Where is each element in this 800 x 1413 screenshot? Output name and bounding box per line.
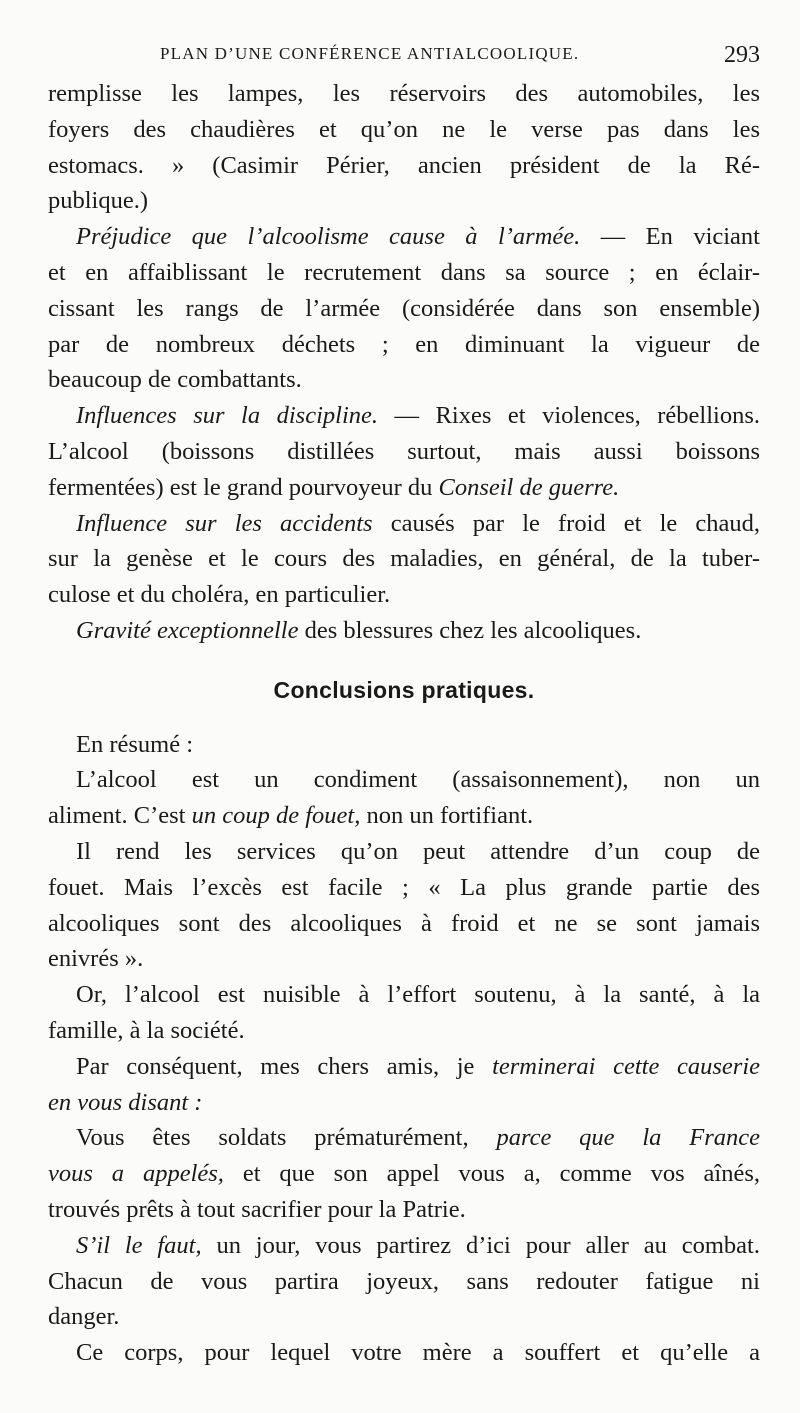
paragraph-corps: [48, 1335, 760, 1371]
text-span: — En viciant: [580, 223, 760, 251]
text-span: non un fortifiant.: [360, 802, 534, 830]
text-line: remplisse les lampes, les réservoirs des automobiles, les: [48, 80, 760, 107]
text-span: un jour, vous partirez d’ici pour aller au combat.: [201, 1231, 760, 1259]
page-number: 293: [724, 42, 760, 68]
text-line: cissant les rangs de l’armée (considérée dans son ensemble): [48, 294, 760, 322]
text-span: aliment. C’est: [48, 802, 192, 830]
text-line: danger.: [48, 1303, 120, 1331]
text-span: Vous êtes soldats prématurément,: [76, 1124, 497, 1152]
text-line: [48, 506, 760, 542]
text-span: fermentées) est le grand pourvoyeur du: [48, 473, 439, 501]
body-text: [48, 76, 760, 1371]
italic-span: terminerai cette causerie: [492, 1052, 761, 1080]
text-line: [48, 1120, 760, 1156]
paragraph-services: [48, 834, 760, 977]
italic-span: Conseil de guerre.: [438, 473, 620, 501]
paragraph-resume: [48, 727, 760, 763]
text-line: trouvés prêts à tout sacrifier pour la Patrie.: [48, 1195, 466, 1223]
text-span: des blessures chez les alcooliques.: [298, 616, 642, 644]
text-line: publique.): [48, 187, 149, 215]
paragraph-condiment: [48, 762, 760, 834]
text-line: [48, 1156, 760, 1192]
text-line: et en affaiblissant le recrutement dans sa source ; en éclair-: [48, 258, 760, 286]
italic-span: un coup de fouet,: [191, 802, 361, 830]
text-line: alcooliques sont des alcooliques à froid et ne se sont jamais: [48, 909, 760, 937]
text-line: En résumé :: [76, 730, 194, 758]
text-line: foyers des chaudières et qu’on ne le verse pas dans les: [48, 115, 760, 143]
text-line: sur la genèse et le cours des maladies, en général, de la tuber-: [48, 545, 760, 573]
text-line: [48, 798, 760, 834]
text-line: beaucoup de combattants.: [48, 366, 302, 394]
text-line: L’alcool est un condiment (assaisonnement), non un: [76, 766, 760, 794]
text-line: [48, 1085, 760, 1121]
paragraph-quote-end: [48, 76, 760, 219]
section-heading: Conclusions pratiques.: [273, 676, 535, 703]
text-line: enivrés ».: [48, 945, 144, 973]
italic-span: S’il le faut,: [76, 1231, 202, 1259]
text-line: fouet. Mais l’excès est facile ; « La plus grande partie des: [48, 873, 760, 901]
paragraph-consequent: [48, 1049, 760, 1121]
text-line: culose et du choléra, en particulier.: [48, 581, 391, 609]
text-line: [48, 398, 760, 434]
italic-span: en vous disant :: [48, 1088, 203, 1116]
paragraph-nuisible: [48, 977, 760, 1049]
text-line: famille, à la société.: [48, 1016, 245, 1044]
text-span: causés par le froid et le chaud,: [372, 509, 760, 537]
italic-lead: Préjudice que l’alcoolisme cause à l’armée.: [76, 223, 581, 251]
paragraph-soldats: [48, 1120, 760, 1227]
paragraph-prejudice: [48, 219, 760, 398]
italic-lead: Gravité exceptionnelle: [76, 616, 299, 644]
text-line: par de nombreux déchets ; en diminuant la vigueur de: [48, 330, 760, 358]
text-line: Il rend les services qu’on peut attendre d’un coup de: [76, 837, 760, 865]
text-line: [48, 1228, 760, 1264]
text-line: [48, 470, 760, 506]
running-title: PLAN D’UNE CONFÉRENCE ANTIALCOOLIQUE.: [160, 44, 580, 63]
text-line: Ce corps, pour lequel votre mère a souffert et qu’elle a: [76, 1339, 760, 1367]
text-span: — Rixes et violences, rébellions.: [378, 402, 760, 430]
italic-lead: Influence sur les accidents: [76, 509, 373, 537]
text-line: Or, l’alcool est nuisible à l’effort soutenu, à la santé, à la: [76, 981, 760, 1009]
text-line: [48, 613, 760, 649]
text-span: Par conséquent, mes chers amis, je: [76, 1052, 493, 1080]
paragraph-combat: [48, 1228, 760, 1335]
text-line: L’alcool (boissons distillées surtout, mais aussi boissons: [48, 437, 760, 465]
paragraph-discipline: [48, 398, 760, 505]
italic-span: vous a appelés,: [48, 1160, 224, 1188]
text-line: [48, 219, 760, 255]
text-span: et que son appel vous a, comme vos aînés,: [223, 1160, 761, 1188]
text-line: [48, 1049, 760, 1085]
paragraph-gravite: [48, 613, 760, 649]
paragraph-accidents: [48, 506, 760, 613]
text-line: estomacs. » (Casimir Périer, ancien président de la Ré-: [48, 151, 760, 179]
running-head: [160, 44, 760, 74]
italic-span: parce que la France: [496, 1124, 760, 1152]
text-line: Chacun de vous partira joyeux, sans redouter fatigue ni: [48, 1267, 760, 1295]
italic-lead: Influences sur la discipline.: [76, 402, 379, 430]
